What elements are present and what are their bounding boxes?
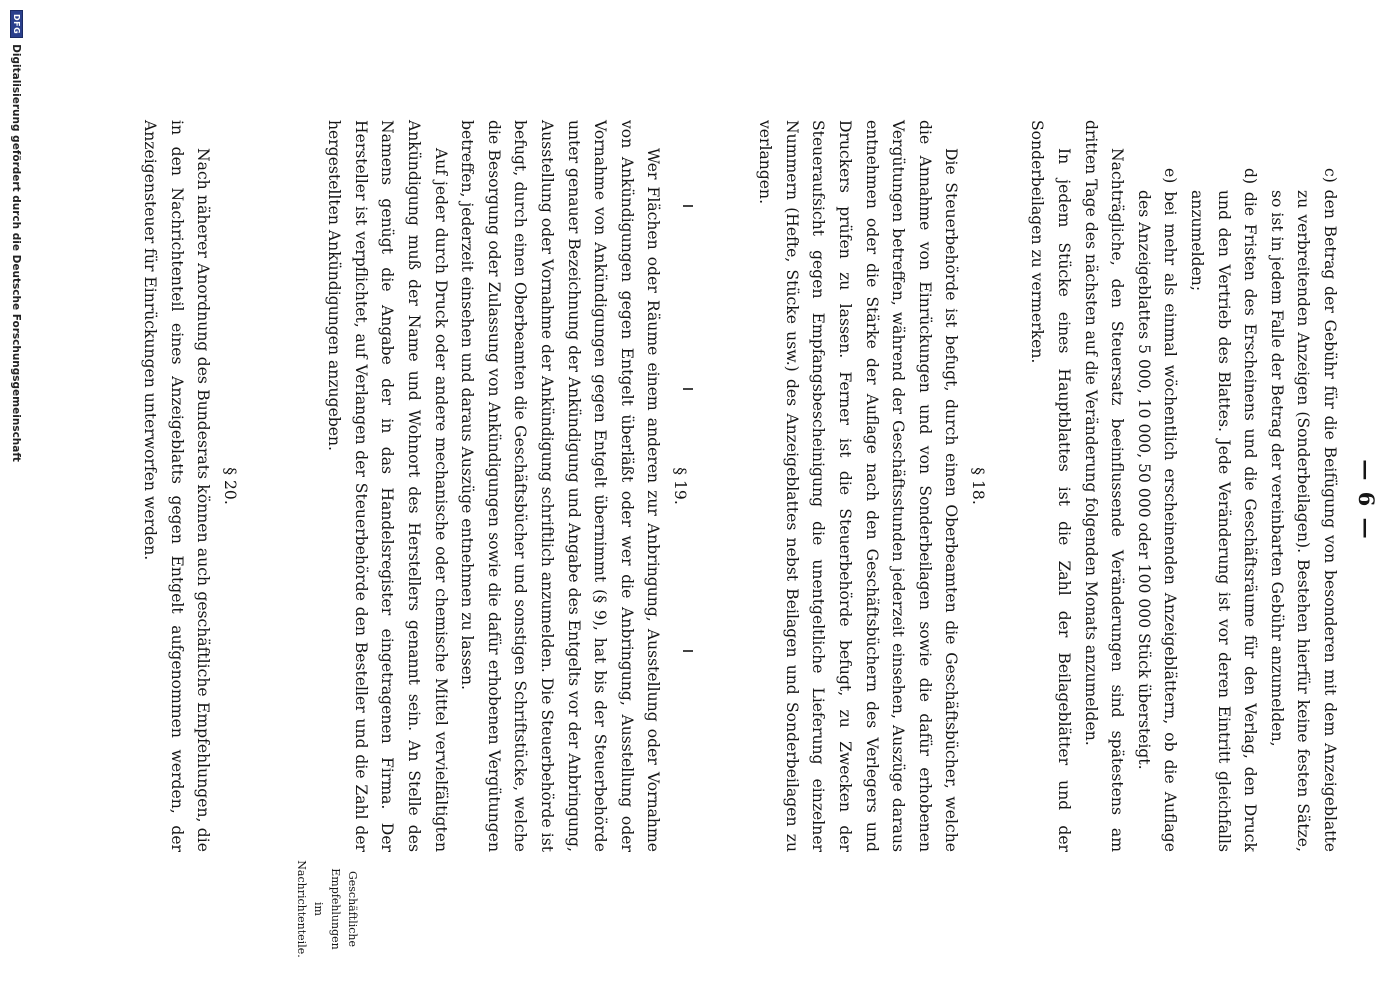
margin-note: Geschäftliche Empfehlungen im Nachrichtenteile. [295, 860, 359, 958]
scan-mark [683, 388, 693, 390]
scan-mark [683, 650, 693, 652]
item-e: e) bei mehr als einmal wöchentlich erscheinenden Anzeigeblättern, ob die Auflage des Anzeigeblattes 5 000, 10 000, 50 000 oder 100 000 Stück übersteigt. [1134, 168, 1180, 852]
section-18 [752, 120, 991, 852]
scan-mark [683, 205, 693, 207]
section-20-text: Nach näherer Anordnung des Bundesrats können auch geschäftliche Empfehlungen, die in den Nachrichtenteil eines Anzeigeblatts gegen Entgelt aufgenommen werden, der Anzeigensteuer für Einrückungen unterworfen werden. [141, 120, 213, 852]
section-20 [137, 120, 243, 852]
paragraph-late-changes: Nachträgliche, den Steuersatz beeinflussende Veränderungen sind spätestens am dritten Tage des nächsten auf die Veränderung folgenden Monats anzumelden. [1081, 120, 1127, 852]
section-20-heading: § 20. [221, 467, 239, 505]
page-number: — 6 — [1354, 459, 1379, 541]
section-18-heading: § 18. [969, 467, 987, 505]
section-19-text: Wer Flächen oder Räume einem anderen zur Anbringung, Ausstellung oder Vornahme von Ankündigungen gegen Entgelt überläßt oder wer die Anbringung, Ausstellung oder Vornahme von Ankündigungen gegen Entgelt übernimmt (§ 9), hat bis der Steuerbehörde unter genauer Bezeichnung der Ankündigung und Angabe des Entgelts vor der Anbringung, Ausstellung oder Vornahme der Ankündigung schriftlich anzumelden. Die Steuerbehörde ist befugt, durch einen Oberbeamten die Geschäftsbücher und sonstigen Schriftstücke, welche die Besorgung oder Zulassung von Ankündigungen sowie die dafür erhobenen Vergütungen betreffen, jederzeit einsehen und daraus Auszüge entnehmen zu lassen. [458, 120, 663, 852]
section-19 [321, 120, 693, 852]
section-19-heading: § 19. [671, 467, 689, 505]
dfg-logo-icon: DFG [10, 10, 23, 38]
section-19-text-2: Auf jeder durch Druck oder andere mechanische oder chemische Mittel vervielfältigten Ankündigung muß der Name und Wohnort des Herstellers genannt sein. An Stelle des Namens genügt die Angabe der in das Handelsregister eingetragenen Firma. Der Hersteller ist verpflichtet, auf Verlangen der Steuerbehörde den Besteller und die Zahl der hergestellten Ankündigungen anzugeben. [325, 120, 450, 852]
item-d: d) die Fristen des Erscheinens und die Geschäftsräume für den Verlag, den Druck und den Vertrieb des Blattes. Jede Veränderung ist vor deren Eintritt gleichfalls anzumelden; [1188, 168, 1260, 852]
digitization-footer [10, 10, 23, 990]
main-text-block [1024, 120, 1343, 852]
paragraph-supplement-count: In jedem Stücke eines Hauptblattes ist die Zahl der Beilageblätter und der Sonderbeilagen zu vermerken. [1028, 120, 1074, 852]
item-c: c) den Betrag der Gebühr für die Beifügung von besonderen mit dem Anzeigeblatte zu verbreitenden Anzeigen (Sonderbeilagen). Bestehen hierfür keine festen Sätze, so ist in jedem Falle der Betrag der vereinbarten Gebühr anzumelden, [1267, 168, 1339, 852]
section-18-text: Die Steuerbehörde ist befugt, durch einen Oberbeamten die Geschäftsbücher, welche die Annahme von Einrückungen und von Sonderbeilagen sowie die dafür erhobenen Vergütungen betreffen, während der Geschäftsstunden jederzeit einsehen, Auszüge daraus entnehmen oder die Stärke der Auflage nach den Geschäftsbüchern des Verlegers und Druckers prüfen zu lassen. Ferner ist die Steuerbehörde befugt, zu Zwecken der Steueraufsicht gegen Empfangsbescheinigung die unentgeltliche Lieferung einzelner Nummern (Hefte, Stücke usw.) des Anzeigeblattes nebst Beilagen und Sonderbeilagen zu verlangen. [756, 120, 961, 852]
footer-text: Digitalisierung gefördert durch die Deutsche Forschungsgemeinschaft [10, 44, 23, 462]
